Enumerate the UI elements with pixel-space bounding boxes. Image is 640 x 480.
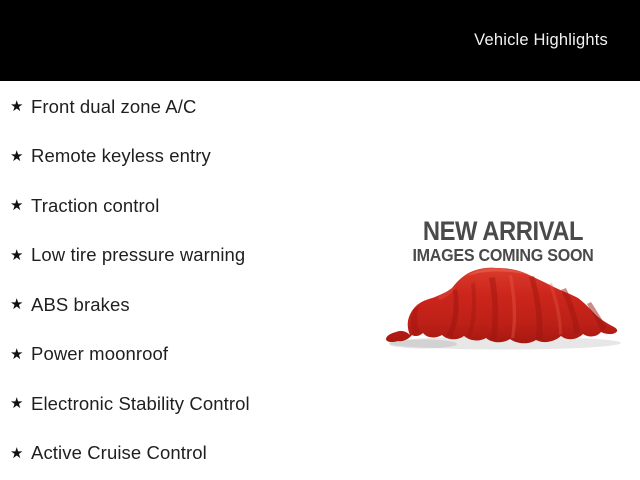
covered-car-icon: [383, 262, 623, 354]
feature-item: [0, 330, 370, 380]
feature-item: [0, 231, 370, 281]
feature-item: [0, 280, 370, 330]
star-bullet-icon: ★: [10, 345, 24, 363]
page-title: Vehicle Highlights: [474, 31, 608, 49]
feature-label: ABS brakes: [31, 293, 130, 315]
features-list: [0, 82, 370, 478]
feature-item: [0, 379, 370, 429]
covered-car-image: [383, 262, 623, 354]
feature-item: [0, 429, 370, 479]
star-bullet-icon: ★: [10, 296, 24, 314]
feature-item: [0, 132, 370, 182]
feature-label: Power moonroof: [31, 343, 169, 365]
star-bullet-icon: ★: [10, 197, 24, 215]
feature-item: [0, 82, 370, 132]
star-bullet-icon: ★: [10, 147, 24, 165]
feature-label: Front dual zone A/C: [31, 95, 197, 117]
star-bullet-icon: ★: [10, 98, 24, 116]
images-coming-soon-text: IMAGES COMING SOON: [412, 245, 594, 265]
feature-label: Active Cruise Control: [31, 442, 207, 464]
header-bar: [0, 0, 640, 81]
star-bullet-icon: ★: [10, 395, 24, 413]
new-arrival-heading: NEW ARRIVAL: [422, 216, 584, 246]
feature-item: [0, 181, 370, 231]
new-arrival-placeholder: [383, 218, 623, 264]
star-bullet-icon: ★: [10, 246, 24, 264]
feature-label: Electronic Stability Control: [31, 392, 250, 414]
feature-label: Traction control: [31, 194, 160, 216]
feature-label: Remote keyless entry: [31, 145, 211, 167]
feature-label: Low tire pressure warning: [31, 244, 246, 266]
star-bullet-icon: ★: [10, 444, 24, 462]
